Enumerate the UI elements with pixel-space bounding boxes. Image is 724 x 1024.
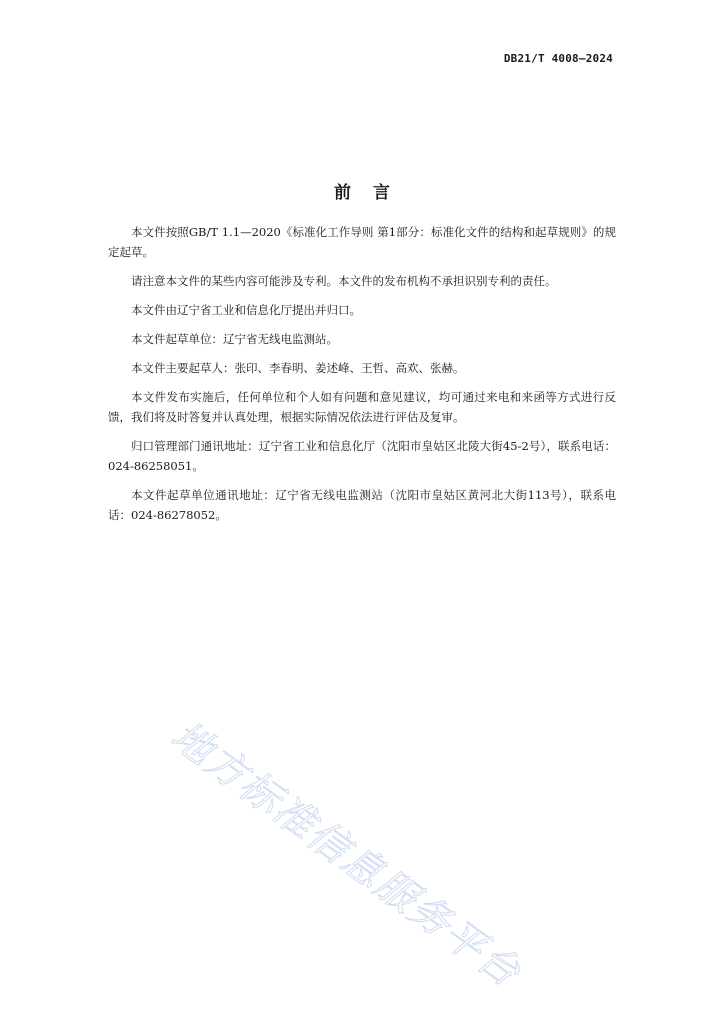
paragraph-authority-address: 归口管理部门通讯地址：辽宁省工业和信息化厅（沈阳市皇姑区北陵大街45-2号），联系电话：024-86258051。 bbox=[108, 439, 616, 473]
platform-watermark: 地方标准信息服务平台 bbox=[162, 712, 530, 997]
paragraph-drafters: 本文件主要起草人：张印、李春明、姜述峰、王哲、高欢、张赫。 bbox=[131, 361, 465, 375]
paragraph-drafting-unit: 本文件起草单位：辽宁省无线电监测站。 bbox=[131, 332, 338, 346]
paragraph-patent-notice: 请注意本文件的某些内容可能涉及专利。本文件的发布机构不承担识别专利的责任。 bbox=[131, 274, 557, 288]
paragraph-drafting-unit-address: 本文件起草单位通讯地址：辽宁省无线电监测站（沈阳市皇姑区黄河北大街113号），联系电话：024-86278052。 bbox=[108, 488, 616, 522]
paragraph-feedback: 本文件发布实施后，任何单位和个人如有问题和意见建议，均可通过来电和来函等方式进行反馈，我们将及时答复并认真处理，根据实际情况依法进行评估及复审。 bbox=[108, 390, 616, 424]
document-code: DB21/T 4008—2024 bbox=[503, 52, 613, 65]
foreword-body bbox=[108, 222, 616, 534]
paragraph-drafting-basis: 本文件按照GB/T 1.1—2020《标准化工作导则 第1部分：标准化文件的结构和起草规则》的规定起草。 bbox=[108, 225, 616, 259]
paragraph-proposer: 本文件由辽宁省工业和信息化厅提出并归口。 bbox=[131, 303, 361, 317]
page-title: 前言 bbox=[334, 183, 412, 203]
